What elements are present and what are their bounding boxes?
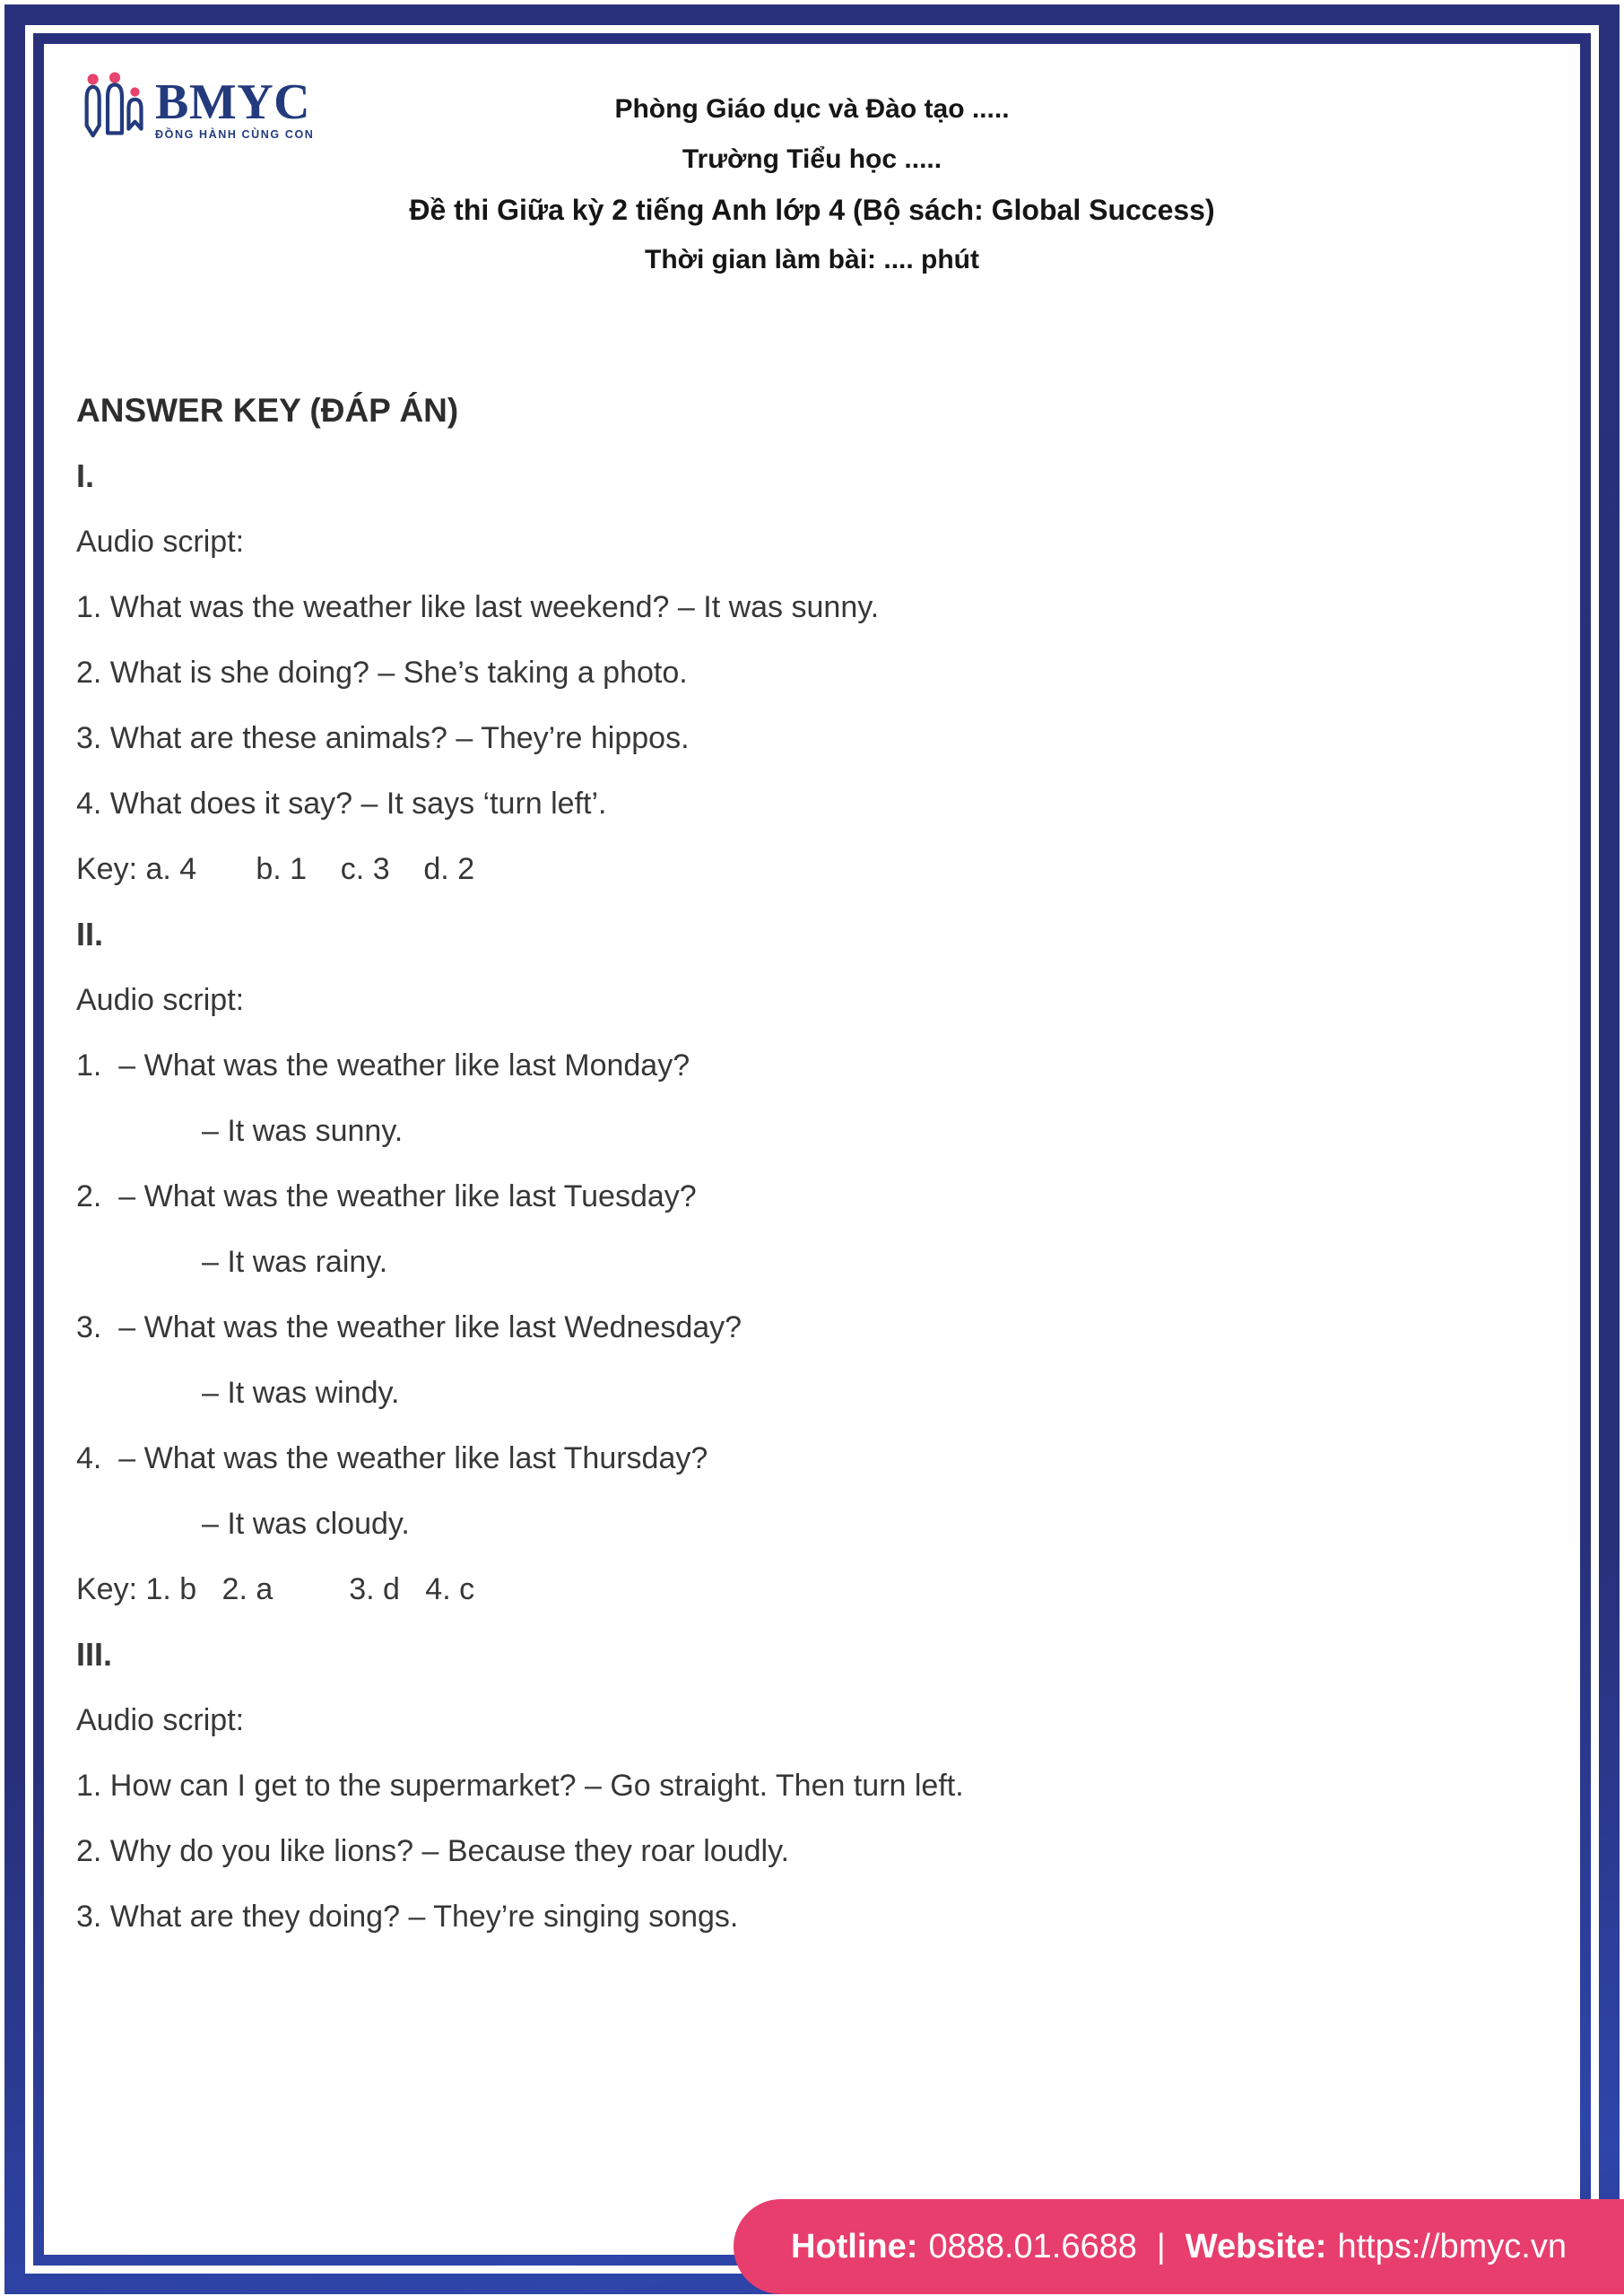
section-2-answer-1: – It was sunny. <box>202 1114 404 1148</box>
section-2-answer-3: – It was windy. <box>202 1376 400 1410</box>
section-1-line-1: 1. What was the weather like last weekend? – It was sunny. <box>76 590 880 624</box>
hotline-label: Hotline: <box>791 2227 918 2266</box>
footer-separator: | <box>1156 2227 1166 2266</box>
section-2-answer-2: – It was rainy. <box>202 1245 388 1279</box>
section-1-line-2: 2. What is she doing? – She’s taking a photo. <box>76 656 688 690</box>
section-3-audio-label: Audio script: <box>76 1703 245 1737</box>
document-header <box>0 84 1624 285</box>
bmyc-logo-brand: BMYC <box>155 74 311 130</box>
section-1-label: I. <box>76 457 95 494</box>
footer-contact-bar <box>734 2199 1624 2294</box>
section-1-audio-label: Audio script: <box>76 525 245 559</box>
bmyc-logo-tagline: ĐỒNG HÀNH CÙNG CON <box>155 128 315 141</box>
section-3-label: III. <box>76 1636 113 1673</box>
section-2-question-1: 1. – What was the weather like last Monday? <box>76 1048 690 1083</box>
hotline-value: 0888.01.6688 <box>928 2227 1137 2266</box>
section-3-line-3: 3. What are they doing? – They’re singing songs. <box>76 1900 739 1934</box>
section-1-line-3: 3. What are these animals? – They’re hippos. <box>76 721 690 755</box>
section-2-audio-label: Audio script: <box>76 983 245 1017</box>
section-3-line-1: 1. How can I get to the supermarket? – Go straight. Then turn left. <box>76 1769 964 1803</box>
website-label: Website: <box>1185 2227 1327 2266</box>
header-line-duration: Thời gian làm bài: .... phút <box>645 245 979 274</box>
section-1-key: Key: a. 4 b. 1 c. 3 d. 2 <box>76 852 475 886</box>
answer-key-document <box>76 390 1575 1961</box>
header-line-school: Trường Tiểu học ..... <box>682 144 942 174</box>
section-2-key: Key: 1. b 2. a 3. d 4. c <box>76 1572 475 1606</box>
section-3-line-2: 2. Why do you like lions? – Because they roar loudly. <box>76 1834 790 1868</box>
section-2-label: II. <box>76 916 104 952</box>
section-2-question-2: 2. – What was the weather like last Tuesday? <box>76 1179 697 1213</box>
website-value: https://bmyc.vn <box>1337 2227 1567 2266</box>
section-2-question-3: 3. – What was the weather like last Wednesday? <box>76 1310 743 1344</box>
header-line-exam-title: Đề thi Giữa kỳ 2 tiếng Anh lớp 4 (Bộ sách: Global Success) <box>409 194 1215 226</box>
section-2-answer-4: – It was cloudy. <box>202 1507 410 1541</box>
answer-key-title: ANSWER KEY (ĐÁP ÁN) <box>76 392 459 429</box>
section-1-line-4: 4. What does it say? – It says ‘turn left’. <box>76 787 607 821</box>
header-line-department: Phòng Giáo dục và Đào tạo ..... <box>614 94 1010 124</box>
section-2-question-4: 4. – What was the weather like last Thursday? <box>76 1441 708 1475</box>
